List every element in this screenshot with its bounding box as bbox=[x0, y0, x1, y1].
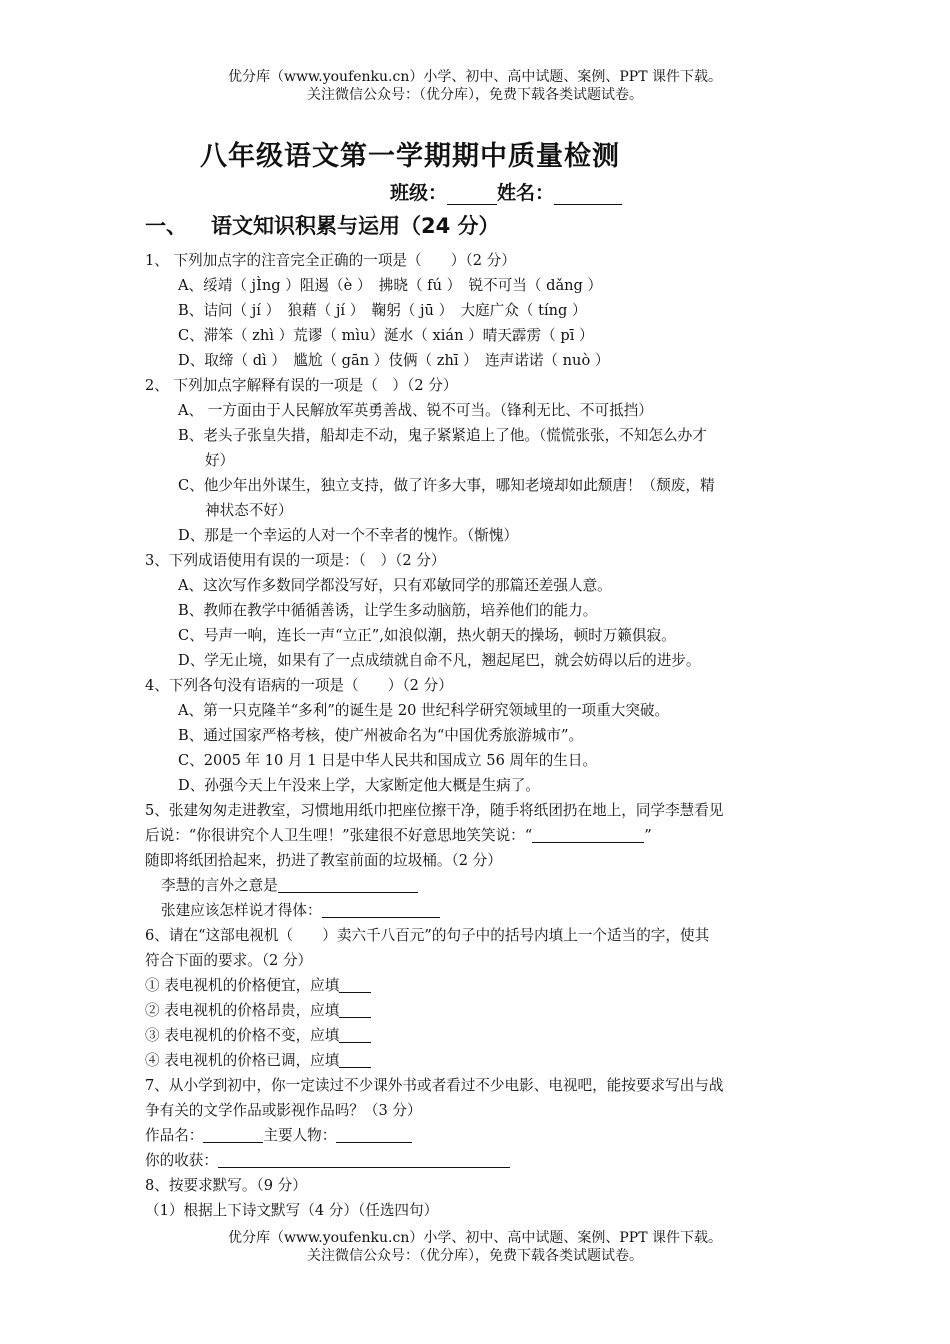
q5-stem: 5、张建匆匆走进教室，习惯地用纸巾把座位擦干净，随手将纸团扔在地上，同学李慧看见 bbox=[145, 802, 724, 819]
q7-stem-cont: 争有关的文学作品或影视作品吗？（3 分） bbox=[145, 1102, 422, 1119]
q6-item-3-text: ③ 表电视机的价格不变，应填 bbox=[145, 1027, 340, 1044]
q5-stem-cont-text: 后说：“你很讲究个人卫生哩！”张建很不好意思地笑笑说：“ bbox=[145, 827, 533, 844]
q2-option-c: C、他少年出外谋生，独立支持，做了许多大事，哪知老境却如此颓唐！（颓废，精 bbox=[178, 477, 715, 494]
q1-stem: 1、 下列加点字的注音完全正确的一项是（ ）（2 分） bbox=[145, 252, 516, 269]
q6-item-2-text: ② 表电视机的价格昂贵，应填 bbox=[145, 1002, 340, 1019]
q2-option-b: B、老头子张皇失措，船却走不动，鬼子紧紧追上了他。（慌慌张张，不知怎么办才 bbox=[178, 427, 707, 444]
q2-option-b-cont: 好） bbox=[205, 452, 235, 469]
q4-stem: 4、下列各句没有语病的一项是（ ）（2 分） bbox=[145, 677, 453, 694]
q1-option-a: A、绥靖（ jÌng ）阻遏（è ） 拂晓（ fú ） 锐不可当（ dǎng ） bbox=[178, 277, 603, 294]
q1-option-c: C、滞笨（ zhì ）荒谬（ mìu）涎水（ xián ）晴天霹雳（ pī ） bbox=[178, 327, 594, 344]
q7-character-blank bbox=[336, 1125, 412, 1143]
q8-sub-1: （1）根据上下诗文默写（4 分）（任选四句） bbox=[145, 1202, 439, 1219]
q7-work-blank bbox=[203, 1125, 263, 1143]
q7-answer-gain bbox=[145, 1148, 811, 1173]
name-label: 姓名： bbox=[497, 182, 555, 204]
q6-item-3 bbox=[145, 1023, 811, 1048]
footer-line-2: 关注微信公众号：（优分库），免费下载各类试题试卷。 bbox=[307, 1248, 643, 1264]
q7-gain-label: 你的收获： bbox=[145, 1152, 218, 1169]
q8-stem: 8、按要求默写。（9 分） bbox=[145, 1177, 307, 1194]
q6-item-1 bbox=[145, 973, 811, 998]
q6-item-4-text: ④ 表电视机的价格已调，应填 bbox=[145, 1052, 340, 1069]
q5-sub-1 bbox=[145, 873, 811, 898]
q1-option-b: B、诘问（ jí ） 狼藉（ jí ） 鞠躬（ jū ） 大庭广众（ tíng ） bbox=[178, 302, 587, 319]
q5-close-quote: ” bbox=[644, 827, 652, 844]
class-blank bbox=[447, 186, 497, 205]
q3-option-d: D、学无止境，如果有了一点成绩就自命不凡，翘起尾巴，就会妨碍以后的进步。 bbox=[178, 652, 701, 669]
section-heading bbox=[145, 210, 500, 240]
q2-option-d: D、那是一个幸运的人对一个不幸者的愧怍。（惭愧） bbox=[178, 527, 519, 544]
q7-answer-works bbox=[145, 1123, 811, 1148]
q4-option-d: D、孙强今天上午没来上学，大家断定他大概是生病了。 bbox=[178, 777, 540, 794]
q5-sub-2-blank bbox=[322, 900, 440, 918]
q7-character-label: 主要人物： bbox=[263, 1127, 337, 1144]
class-label: 班级： bbox=[390, 182, 448, 204]
header-line-2: 关注微信公众号：（优分库），免费下载各类试题试卷。 bbox=[307, 87, 643, 103]
question-content bbox=[145, 248, 811, 1223]
q6-item-2-blank bbox=[339, 1000, 371, 1018]
class-name-line bbox=[390, 178, 622, 205]
q6-item-3-blank bbox=[339, 1025, 371, 1043]
q3-stem: 3、下列成语使用有误的一项是：（ ）（2 分） bbox=[145, 552, 446, 569]
q3-option-c: C、号声一响，连长一声“立正”,如浪似潮，热火朝天的操场，顿时万籁俱寂。 bbox=[178, 627, 676, 644]
q4-option-b: B、通过国家严格考核，使广州被命名为“中国优秀旅游城市”。 bbox=[178, 727, 584, 744]
q1-option-d: D、取缔（ dì ） 尴尬（ gān ）伎俩（ zhī ） 连声诺诺（ nuò ） bbox=[178, 352, 610, 369]
q4-option-a: A、第一只克隆羊“多利”的诞生是 20 世纪科学研究领域里的一项重大突破。 bbox=[178, 702, 670, 719]
q5-sub-2-text: 张建应该怎样说才得体： bbox=[161, 902, 322, 919]
q4-option-c: C、2005 年 10 月 1 日是中华人民共和国成立 56 周年的生日。 bbox=[178, 752, 598, 769]
q6-item-4-blank bbox=[339, 1050, 371, 1068]
q2-option-c-cont: 神状态不好） bbox=[205, 502, 293, 519]
q7-stem: 7、从小学到初中，你一定读过不少课外书或者看过不少电影、电视吧，能按要求写出与战 bbox=[145, 1077, 724, 1094]
q6-stem-cont: 符合下面的要求。（2 分） bbox=[145, 952, 313, 969]
page-title: 八年级语文第一学期期中质量检测 bbox=[200, 141, 620, 172]
q7-gain-blank bbox=[218, 1150, 510, 1168]
q6-item-2 bbox=[145, 998, 811, 1023]
q6-item-1-text: ① 表电视机的价格便宜，应填 bbox=[145, 977, 340, 994]
q5-stem-end: 随即将纸团拾起来，扔进了教室前面的垃圾桶。（2 分） bbox=[145, 852, 502, 869]
q3-option-b: B、教师在教学中循循善诱，让学生多动脑筋，培养他们的能力。 bbox=[178, 602, 598, 619]
footer-line-1: 优分库（www.youfenku.cn）小学、初中、高中试题、案例、PPT 课件下载。 bbox=[227, 1230, 722, 1246]
section-number: 一、 bbox=[145, 214, 187, 238]
q2-option-a: A、 一方面由于人民解放军英勇善战、锐不可当。（锋利无比、不可抵挡） bbox=[178, 402, 653, 419]
q5-sub-1-blank bbox=[278, 875, 418, 893]
name-blank bbox=[554, 186, 622, 205]
q7-work-label: 作品名： bbox=[145, 1127, 204, 1144]
q5-sub-2 bbox=[145, 898, 811, 923]
q6-item-4 bbox=[145, 1048, 811, 1073]
q6-item-1-blank bbox=[339, 975, 371, 993]
section-title: 语文知识积累与运用（24 分） bbox=[211, 214, 500, 238]
header-line-1: 优分库（www.youfenku.cn）小学、初中、高中试题、案例、PPT 课件下载。 bbox=[227, 69, 722, 85]
q2-stem: 2、 下列加点字解释有误的一项是（ ）（2 分） bbox=[145, 377, 458, 394]
q3-option-a: A、这次写作多数同学都没写好，只有邓敏同学的那篇还差强人意。 bbox=[178, 577, 612, 594]
q5-stem-cont bbox=[145, 823, 811, 848]
q6-stem: 6、请在“这部电视机（ ）卖六千八百元”的句子中的括号内填上一个适当的字，使其 bbox=[145, 927, 710, 944]
q5-quote-blank bbox=[532, 825, 644, 843]
q5-sub-1-text: 李慧的言外之意是 bbox=[161, 877, 278, 894]
